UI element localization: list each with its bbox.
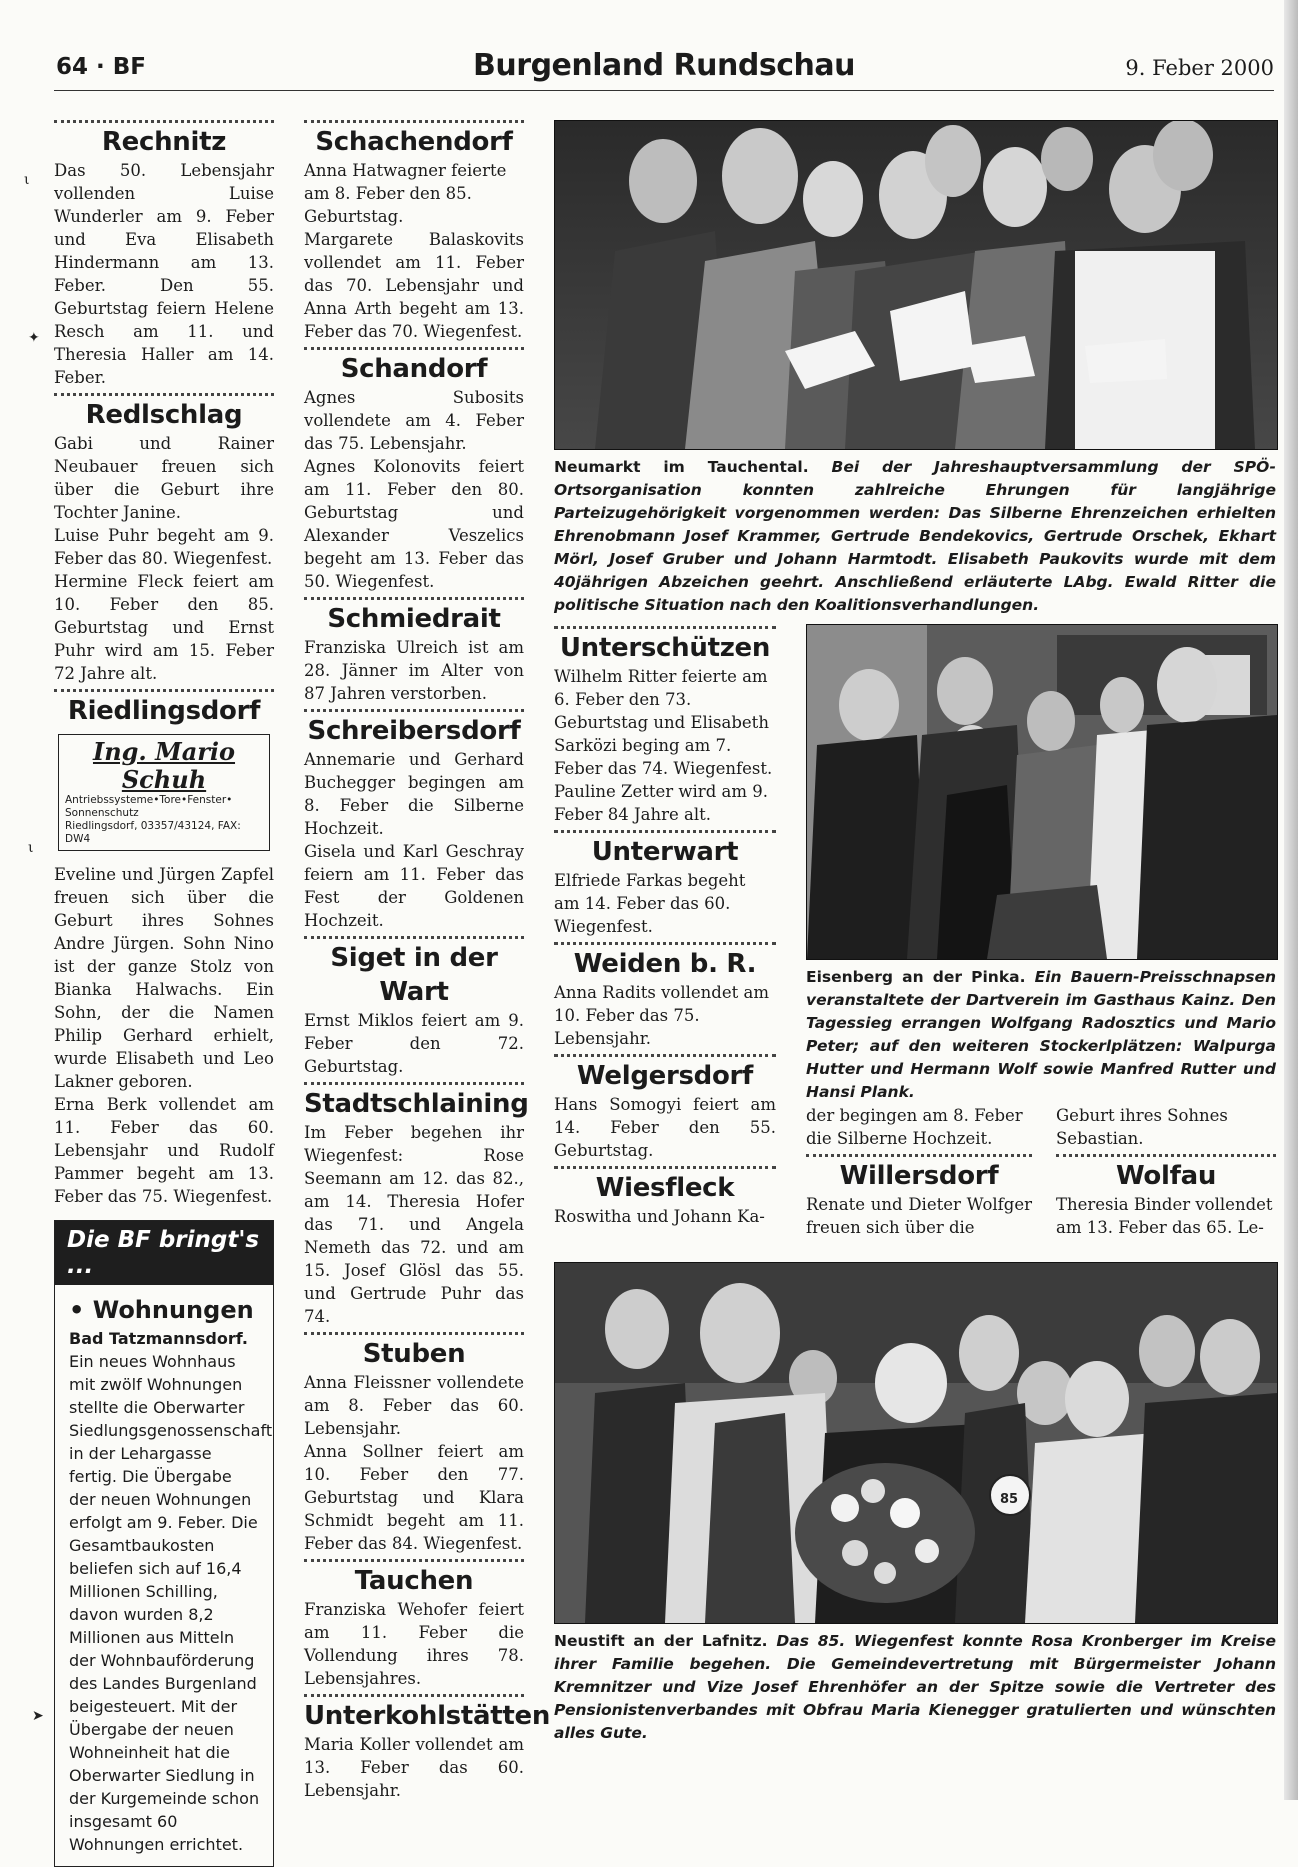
caption-location: Neustift an der Lafnitz. [554, 1632, 768, 1650]
section-title: Rechnitz [101, 127, 227, 157]
column-1 [54, 116, 274, 1867]
advertisement [58, 734, 270, 851]
dotted-rule [54, 393, 274, 396]
section-text: Anna Radits vollendet am 10. Feber das 75. Lebensjahr. [554, 983, 769, 1048]
dotted-rule [304, 1332, 524, 1335]
dotted-rule [304, 597, 524, 600]
dotted-rule [1056, 1154, 1276, 1157]
section-text: Gisela und Karl Geschray feiern am 11. Feber das Fest der Goldenen Hochzeit. [304, 842, 524, 930]
section-tauchen [304, 1559, 524, 1690]
column-2 [304, 116, 551, 1802]
scan-mark: ι [24, 172, 30, 188]
dotted-rule [554, 626, 776, 629]
section-schachendorf [304, 120, 524, 343]
caption-location: Eisenberg an der Pinka. [806, 968, 1026, 986]
section-text: Theresia Binder vollendet am 13. Feber das 65. Le- [1056, 1195, 1273, 1237]
section-rechnitz [54, 120, 274, 389]
newspaper-name: Burgenland Rundschau [473, 48, 855, 83]
page-edge-shadow [1284, 0, 1298, 1800]
dotted-rule [806, 1154, 1032, 1157]
caption-text: Das 85. Wiegenfest konnte Rosa Kronberger im Kreise ihrer Familie begehen. Die Gemeindevertretung mit Bürgermeister Johann Kremnitzer und Vize Josef Ehrenhöfer an der Spitze sowie die Vertreter des Pensionistenverbandes mit Obfrau Maria Kienegger gratulierten und wünschten alles Gute. [554, 1632, 1277, 1742]
ad-line: Antriebssysteme•Tore•Fenster• Sonnenschutz [65, 794, 233, 819]
page-number: 64 · BF [56, 54, 147, 80]
section-unterkohlstaetten [304, 1694, 551, 1802]
dotted-rule [54, 689, 274, 692]
group-photo-image [555, 1263, 1277, 1623]
section-text: Franziska Wehofer feiert am 11. Feber die Vollendung ihres 78. Lebensjahres. [304, 1600, 524, 1688]
caption-neustift [554, 1630, 1276, 1745]
dotted-rule [554, 1166, 776, 1169]
section-schmiedrait [304, 597, 524, 705]
section-text: Anna Sollner feiert am 10. Feber den 77. Geburtstag und Klara Schmidt begeht am 11. Feber das 84. Wiegenfest. [304, 1442, 524, 1553]
section-title: Schreibersdorf [307, 716, 521, 746]
dotted-rule [554, 1054, 776, 1057]
section-schreibersdorf [304, 709, 524, 932]
caption-neumarkt [554, 456, 1276, 617]
page-header [54, 44, 1274, 91]
section-text: Im Feber begehen ihr Wiegenfest: Rose Seemann am 12. das 82., am 14. Theresia Hofer das 71. und Angela Nemeth das 72. und am 15. Josef Glösl das 55. und Gertrude Puhr das 74. [304, 1123, 524, 1326]
section-text: Pauline Zetter wird am 9. Feber 84 Jahre alt. [554, 782, 768, 824]
section-title: Wiesfleck [595, 1173, 735, 1203]
dotted-rule [304, 936, 524, 939]
section-text: Hermine Fleck feiert am 10. Feber den 85. Geburtstag und Ernst Puhr wird am 15. Feber 72 Jahre alt. [54, 572, 274, 683]
section-riedlingsdorf [54, 689, 274, 1208]
section-text: Luise Puhr begeht am 9. Feber das 80. Wiegenfest. [54, 526, 274, 568]
section-title: Unterwart [591, 837, 739, 867]
section-text: Agnes Subosits vollendete am 4. Feber das 75. Lebensjahr. [304, 388, 524, 453]
section-title: Schachendorf [315, 127, 513, 157]
scan-mark: ➤ [32, 1708, 44, 1724]
column-3 [554, 622, 776, 1228]
section-text: Geburt ihres Sohnes Sebastian. [1056, 1106, 1228, 1148]
section-willersdorf [806, 1154, 1032, 1239]
section-text: Roswitha und Johann Ka- [554, 1207, 765, 1226]
section-unterwart [554, 830, 776, 938]
bf-box-text [69, 1327, 273, 1856]
bf-info-box [54, 1220, 274, 1867]
section-text: Margarete Balaskovits vollendet am 11. Feber das 70. Lebensjahr und Anna Arth begeht am 13. Feber das 70. Wiegenfest. [304, 230, 524, 341]
scan-mark: ι [28, 840, 34, 856]
dotted-rule [304, 347, 524, 350]
section-text: Anna Fleissner vollendete am 8. Feber das 60. Lebensjahr. [304, 1373, 524, 1438]
scan-mark: ✦ [28, 330, 40, 346]
section-title: Unterschützen [559, 633, 771, 663]
section-title: Weiden b. R. [573, 949, 757, 979]
dotted-rule [304, 709, 524, 712]
caption-eisenberg [806, 966, 1276, 1104]
section-title: Stadtschlaining [304, 1089, 529, 1119]
section-unterschuetzen [554, 626, 776, 826]
section-title: Riedlingsdorf [67, 696, 261, 726]
section-title: Wolfau [1115, 1161, 1217, 1191]
section-text: Das 50. Lebensjahr vollenden Luise Wunderler am 9. Feber und Eva Elisabeth Hindermann am 13. Feber. Den 55. Geburtstag feiern Helene Resch am 11. und Theresia Haller am 14. Feber. [54, 161, 274, 387]
group-photo-image [807, 625, 1277, 959]
photo-eisenberg [806, 624, 1278, 960]
ad-logo: Ing. Mario Schuh [92, 737, 236, 794]
section-text: Renate und Dieter Wolfger freuen sich über die [806, 1195, 1032, 1237]
section-wiesfleck [554, 1166, 776, 1228]
section-text: Eveline und Jürgen Zapfel freuen sich über die Geburt ihres Sohnes Andre Jürgen. Sohn Nino ist der ganze Stolz von Bianka Halwachs. Ein Sohn, der die Namen Philip Gerhard erhielt, wurde Elisabeth und Leo Lakner geboren. [54, 865, 274, 1091]
column-4 [806, 1104, 1032, 1239]
section-text: Maria Koller vollendet am 13. Feber das 60. Lebensjahr. [304, 1735, 524, 1800]
section-text: Ernst Miklos feiert am 9. Feber den 72. Geburtstag. [304, 1011, 524, 1076]
dotted-rule [304, 120, 524, 123]
section-text: Elfriede Farkas begeht am 14. Feber das 60. Wiegenfest. [554, 871, 746, 936]
section-weiden [554, 942, 776, 1050]
section-title: Schmiedrait [327, 604, 501, 634]
section-title: Redlschlag [85, 400, 243, 430]
caption-location: Neumarkt im Tauchental. [554, 458, 809, 476]
section-stadtschlaining [304, 1082, 529, 1328]
section-text: Annemarie und Gerhard Buchegger begingen am 8. Feber die Silberne Hochzeit. [304, 750, 524, 838]
section-title: Stuben [362, 1339, 466, 1369]
column-5 [1056, 1104, 1276, 1239]
caption-text: Ein Bauern-Preisschnapsen veranstaltete der Dartverein im Gasthaus Kainz. Den Tagessieg errangen Wolfgang Radosztics und Mario Peter; auf den weiteren Stockerlplätzen: Walpurga Hutter und Hermann Wolf sowie Manfred Rutter und Hansi Plank. [806, 968, 1277, 1101]
bf-box-body: Ein neues Wohnhaus mit zwölf Wohnungen stellte die Oberwarter Siedlungsgenossenschaft in der Lehargasse fertig. Die Übergabe der neuen Wohnungen erfolgt am 9. Feber. Die Gesamtbaukosten beliefen sich auf 16,4 Millionen Schilling, davon wurden 8,2 Millionen aus Mitteln der Wohnbauförderung des Landes Burgenland beigesteuert. Mit der Übergabe der neuen Wohneinheit hat die Oberwarter Siedlung in der Kurgemeinde schon insgesamt 60 Wohnungen errichtet. [69, 1352, 273, 1854]
section-siget-in-der-wart [304, 936, 524, 1078]
ad-line: Riedlingsdorf, 03357/43124, FAX: DW4 [65, 820, 241, 845]
bf-box-subtitle: • Wohnungen [69, 1296, 254, 1324]
section-welgersdorf [554, 1054, 776, 1162]
section-redlschlag [54, 393, 274, 685]
dotted-rule [304, 1559, 524, 1562]
section-title: Schandorf [340, 354, 488, 384]
section-text: Erna Berk vollendet am 11. Feber das 60. Lebensjahr und Rudolf Pammer begeht am 13. Feber das 75. Wiegenfest. [54, 1095, 274, 1206]
section-text: Hans Somogyi feiert am 14. Feber den 55. Geburtstag. [554, 1095, 776, 1160]
section-text: Franziska Ulreich ist am 28. Jänner im Alter von 87 Jahren verstorben. [304, 638, 524, 703]
section-title: Willersdorf [839, 1161, 999, 1191]
cake-label: 85 [1000, 1492, 1019, 1507]
bf-box-lead: Bad Tatzmannsdorf. [69, 1329, 248, 1348]
group-photo-image [555, 121, 1277, 449]
section-text: Agnes Kolonovits feiert am 11. Feber den 80. Geburtstag und Alexander Veszelics begeht am 13. Feber das 50. Wiegenfest. [304, 457, 524, 591]
photo-neustift [554, 1262, 1278, 1624]
section-title: Unterkohlstätten [304, 1701, 551, 1731]
dotted-rule [304, 1694, 524, 1697]
section-title: Welgersdorf [576, 1061, 754, 1091]
caption-text: Bei der Jahreshauptversammlung der SPÖ-Ortsorganisation konnten zahlreiche Ehrungen für langjährige Parteizugehörigkeit vorgenommen werden: Das Silberne Ehrenzeichen erhielten Ehrenobmann Josef Krammer, Gertrude Bendekovics, Gertrude Orschek, Ekhart Mörl, Josef Gruber und Johann Harmtodt. Elisabeth Paukovits wurde mit dem 40jährigen Abzeichen geehrt. Anschließend erläuterte LAbg. Ewald Ritter die politische Situation nach den Koalitionsverhandlungen. [554, 458, 1276, 614]
section-stuben [304, 1332, 524, 1555]
photo-neumarkt [554, 120, 1278, 450]
section-text: Wilhelm Ritter feierte am 6. Feber den 73. Geburtstag und Elisabeth Sarközi beging am 7. Feber das 74. Wiegenfest. [554, 667, 773, 778]
dotted-rule [54, 120, 274, 123]
dotted-rule [554, 942, 776, 945]
section-title: Siget in der Wart [330, 943, 498, 1007]
section-text: der begingen am 8. Feber die Silberne Hochzeit. [806, 1106, 1023, 1148]
dotted-rule [554, 830, 776, 833]
issue-date: 9. Feber 2000 [1125, 56, 1274, 80]
section-wolfau [1056, 1154, 1276, 1239]
section-schandorf [304, 347, 524, 593]
section-text: Anna Hatwagner feierte am 8. Feber den 85. Geburtstag. [304, 161, 507, 226]
section-text: Gabi und Rainer Neubauer freuen sich über die Geburt ihre Tochter Janine. [54, 434, 274, 522]
dotted-rule [304, 1082, 524, 1085]
section-title: Tauchen [354, 1566, 474, 1596]
bf-box-title: Die BF bringt's ... [55, 1221, 273, 1285]
